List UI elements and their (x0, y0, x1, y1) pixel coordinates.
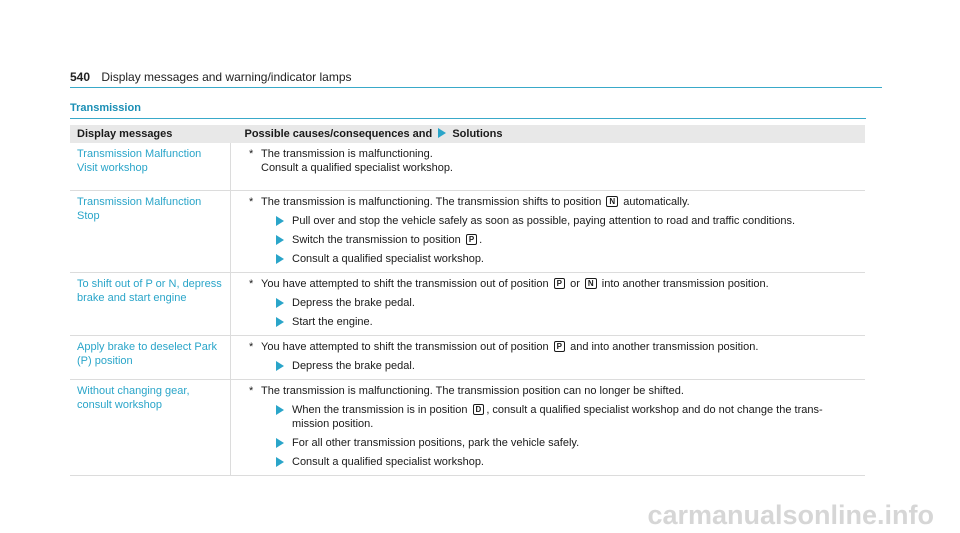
solution-step (249, 455, 857, 469)
cause-text (249, 277, 857, 291)
cause-text (249, 147, 857, 161)
cause-sentence: You have attempted to shift the transmission out of position (261, 341, 549, 353)
cause-text (249, 195, 857, 209)
cause-sentence-end: into another transmission position. (601, 278, 769, 290)
gear-position-icon: N (585, 278, 597, 289)
solution-step-text: Consult a qualified specialist workshop. (292, 456, 484, 468)
table-row (70, 191, 865, 273)
solution-arrow-icon (276, 438, 284, 448)
solution-cell (231, 191, 866, 273)
gear-position-icon: P (466, 234, 477, 245)
solution-arrow-icon (276, 361, 284, 371)
cause-sentence-mid: or (570, 278, 580, 290)
solution-step-text: For all other transmission positions, park the vehicle safely. (292, 437, 580, 449)
solution-arrow-icon (276, 317, 284, 327)
header-divider (70, 87, 882, 88)
display-message: Without changing gear, consult workshop (70, 380, 231, 476)
display-message: Transmission Malfunction Visit workshop (70, 143, 231, 191)
cause-text (249, 384, 857, 398)
cause-sentence-end: automatically. (623, 196, 690, 208)
col-solutions-header-suffix: Solutions (452, 128, 503, 140)
cause-sentence: You have attempted to shift the transmission out of position (261, 278, 549, 290)
solution-step (249, 252, 857, 266)
solution-step-end: , consult a qualified specialist workshop and do not change the trans- mission position. (292, 404, 823, 430)
col-display-messages-header: Display messages (70, 125, 231, 143)
solution-step (249, 359, 857, 373)
solution-step-text: Switch the transmission to position (292, 234, 461, 246)
display-message: Transmission Malfunction Stop (70, 191, 231, 273)
footnote-marker: * (249, 278, 254, 290)
table-header-row (70, 125, 865, 143)
gear-position-icon: D (473, 404, 485, 415)
page-number: 540 (70, 70, 91, 84)
gear-position-icon: P (554, 278, 565, 289)
solution-arrow-icon (276, 235, 284, 245)
footnote-marker: * (249, 196, 254, 208)
cause-sentence: The transmission is malfunctioning. The transmission position can no longer be shifted. (261, 385, 684, 397)
gear-position-icon: P (554, 341, 565, 352)
display-messages-table (70, 125, 865, 476)
solution-arrow-icon (438, 128, 446, 138)
col-solutions-header (231, 125, 866, 143)
page-header-title: Display messages and warning/indicator lamps (101, 70, 352, 84)
solution-step (249, 436, 857, 450)
solution-step (249, 214, 857, 228)
table-row (70, 380, 865, 476)
solution-cell (231, 380, 866, 476)
solution-arrow-icon (276, 405, 284, 415)
table-row (70, 336, 865, 380)
solution-cell (231, 336, 866, 380)
footnote-marker: * (249, 341, 254, 353)
table-row (70, 273, 865, 336)
cause-sentence: The transmission is malfunctioning. (261, 148, 433, 160)
solution-step-text: Depress the brake pedal. (292, 360, 415, 372)
solution-step (249, 296, 857, 310)
display-message: Apply brake to deselect Park (P) position (70, 336, 231, 380)
cause-sentence-end: and into another transmission position. (570, 341, 759, 353)
footnote-marker: * (249, 148, 254, 160)
page-header (70, 70, 352, 84)
solution-cell (231, 143, 866, 191)
display-message: To shift out of P or N, depress brake and start engine (70, 273, 231, 336)
footnote-marker: * (249, 385, 254, 397)
section-divider (70, 118, 866, 119)
solution-step-text: Start the engine. (292, 316, 373, 328)
consequence-text: Consult a qualified specialist workshop. (261, 162, 453, 174)
solution-step-text: Depress the brake pedal. (292, 297, 415, 309)
gear-position-icon: N (606, 196, 618, 207)
solution-cell (231, 273, 866, 336)
table-row (70, 143, 865, 191)
solution-arrow-icon (276, 254, 284, 264)
solution-step-text: Consult a qualified specialist workshop. (292, 253, 484, 265)
watermark: carmanualsonline.info (647, 500, 934, 530)
solution-step (249, 403, 857, 431)
solution-step-end: . (479, 234, 483, 246)
cause-sentence: The transmission is malfunctioning. The transmission shifts to position (261, 196, 602, 208)
solution-step (249, 315, 857, 329)
solution-arrow-icon (276, 457, 284, 467)
col-solutions-header-prefix: Possible causes/consequences and (244, 128, 433, 140)
section-title: Transmission (70, 102, 141, 114)
cause-text (249, 340, 857, 354)
solution-step (249, 233, 857, 247)
solution-step-text: When the transmission is in position (292, 404, 468, 416)
solution-step-text: Pull over and stop the vehicle safely as soon as possible, paying attention to road and traffic conditions. (292, 215, 796, 227)
solution-arrow-icon (276, 216, 284, 226)
solution-arrow-icon (276, 298, 284, 308)
